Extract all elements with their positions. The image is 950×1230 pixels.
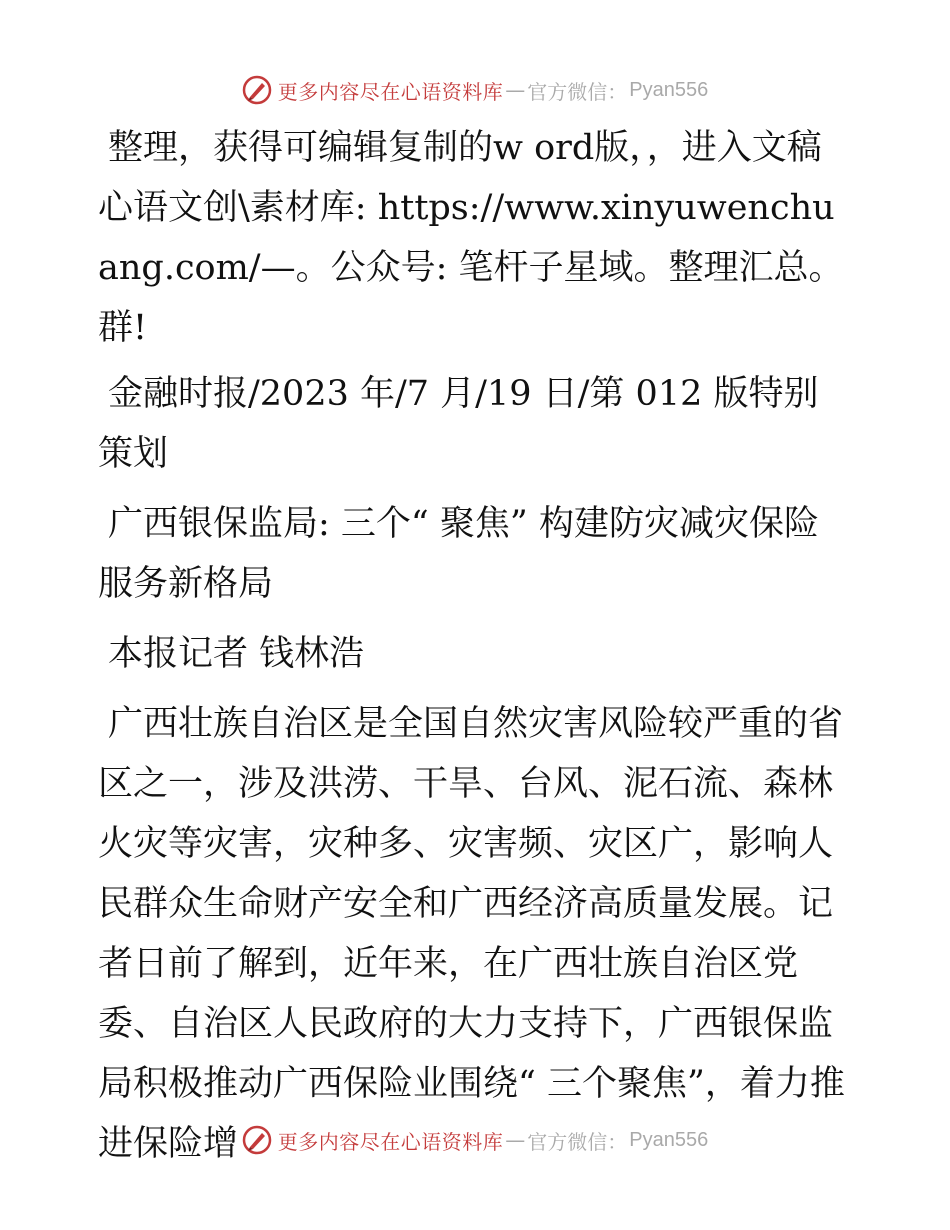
pen-logo-icon (242, 75, 272, 105)
footer-wechat-id: Pyan556 (629, 1128, 709, 1151)
source-line: 金融时报/2023 年/7 月/19 日/第 012 版特别策划 (98, 374, 819, 474)
intro-paragraph: 整理，获得可编辑复制的w ord版，，进入文稿心语文创\素材库: https://www.xinyuwenchuang.com/—。公众号: 笔杆子星域。整理汇总。群! (98, 128, 844, 348)
document-body (98, 118, 850, 1184)
banner-wechat-id: Pyan556 (629, 78, 709, 101)
body-paragraph: 广西壮族自治区是全国自然灾害风险较严重的省区之一，涉及洪涝、干旱、台风、泥石流、森林火灾等灾害，灾种多、灾害频、灾区广，影响人民群众生命财产安全和广西经济高质量发展。记者日前了解到，近年来，在广西壮族自治区党委、自治区人民政府的大力支持下，广西银保监局积极推动广西保险业围绕“ 三个聚焦”，着力推进保险增 (98, 704, 845, 1164)
banner-dash: — (505, 78, 526, 102)
footer-official-label: 官方微信： (527, 1129, 628, 1154)
banner-brand-text: 更多内容尽在心语资料库 (277, 79, 504, 104)
footer-banner (0, 1120, 950, 1160)
footer-dash: — (505, 1128, 526, 1152)
header-banner (0, 70, 950, 110)
article-title: 广西银保监局: 三个“ 聚焦” 构建防灾减灾保险服务新格局 (98, 504, 819, 604)
pen-logo-icon (242, 1125, 272, 1155)
byline: 本报记者 钱林浩 (108, 634, 365, 674)
banner-official-label: 官方微信： (527, 79, 628, 104)
footer-brand-text: 更多内容尽在心语资料库 (277, 1129, 504, 1154)
